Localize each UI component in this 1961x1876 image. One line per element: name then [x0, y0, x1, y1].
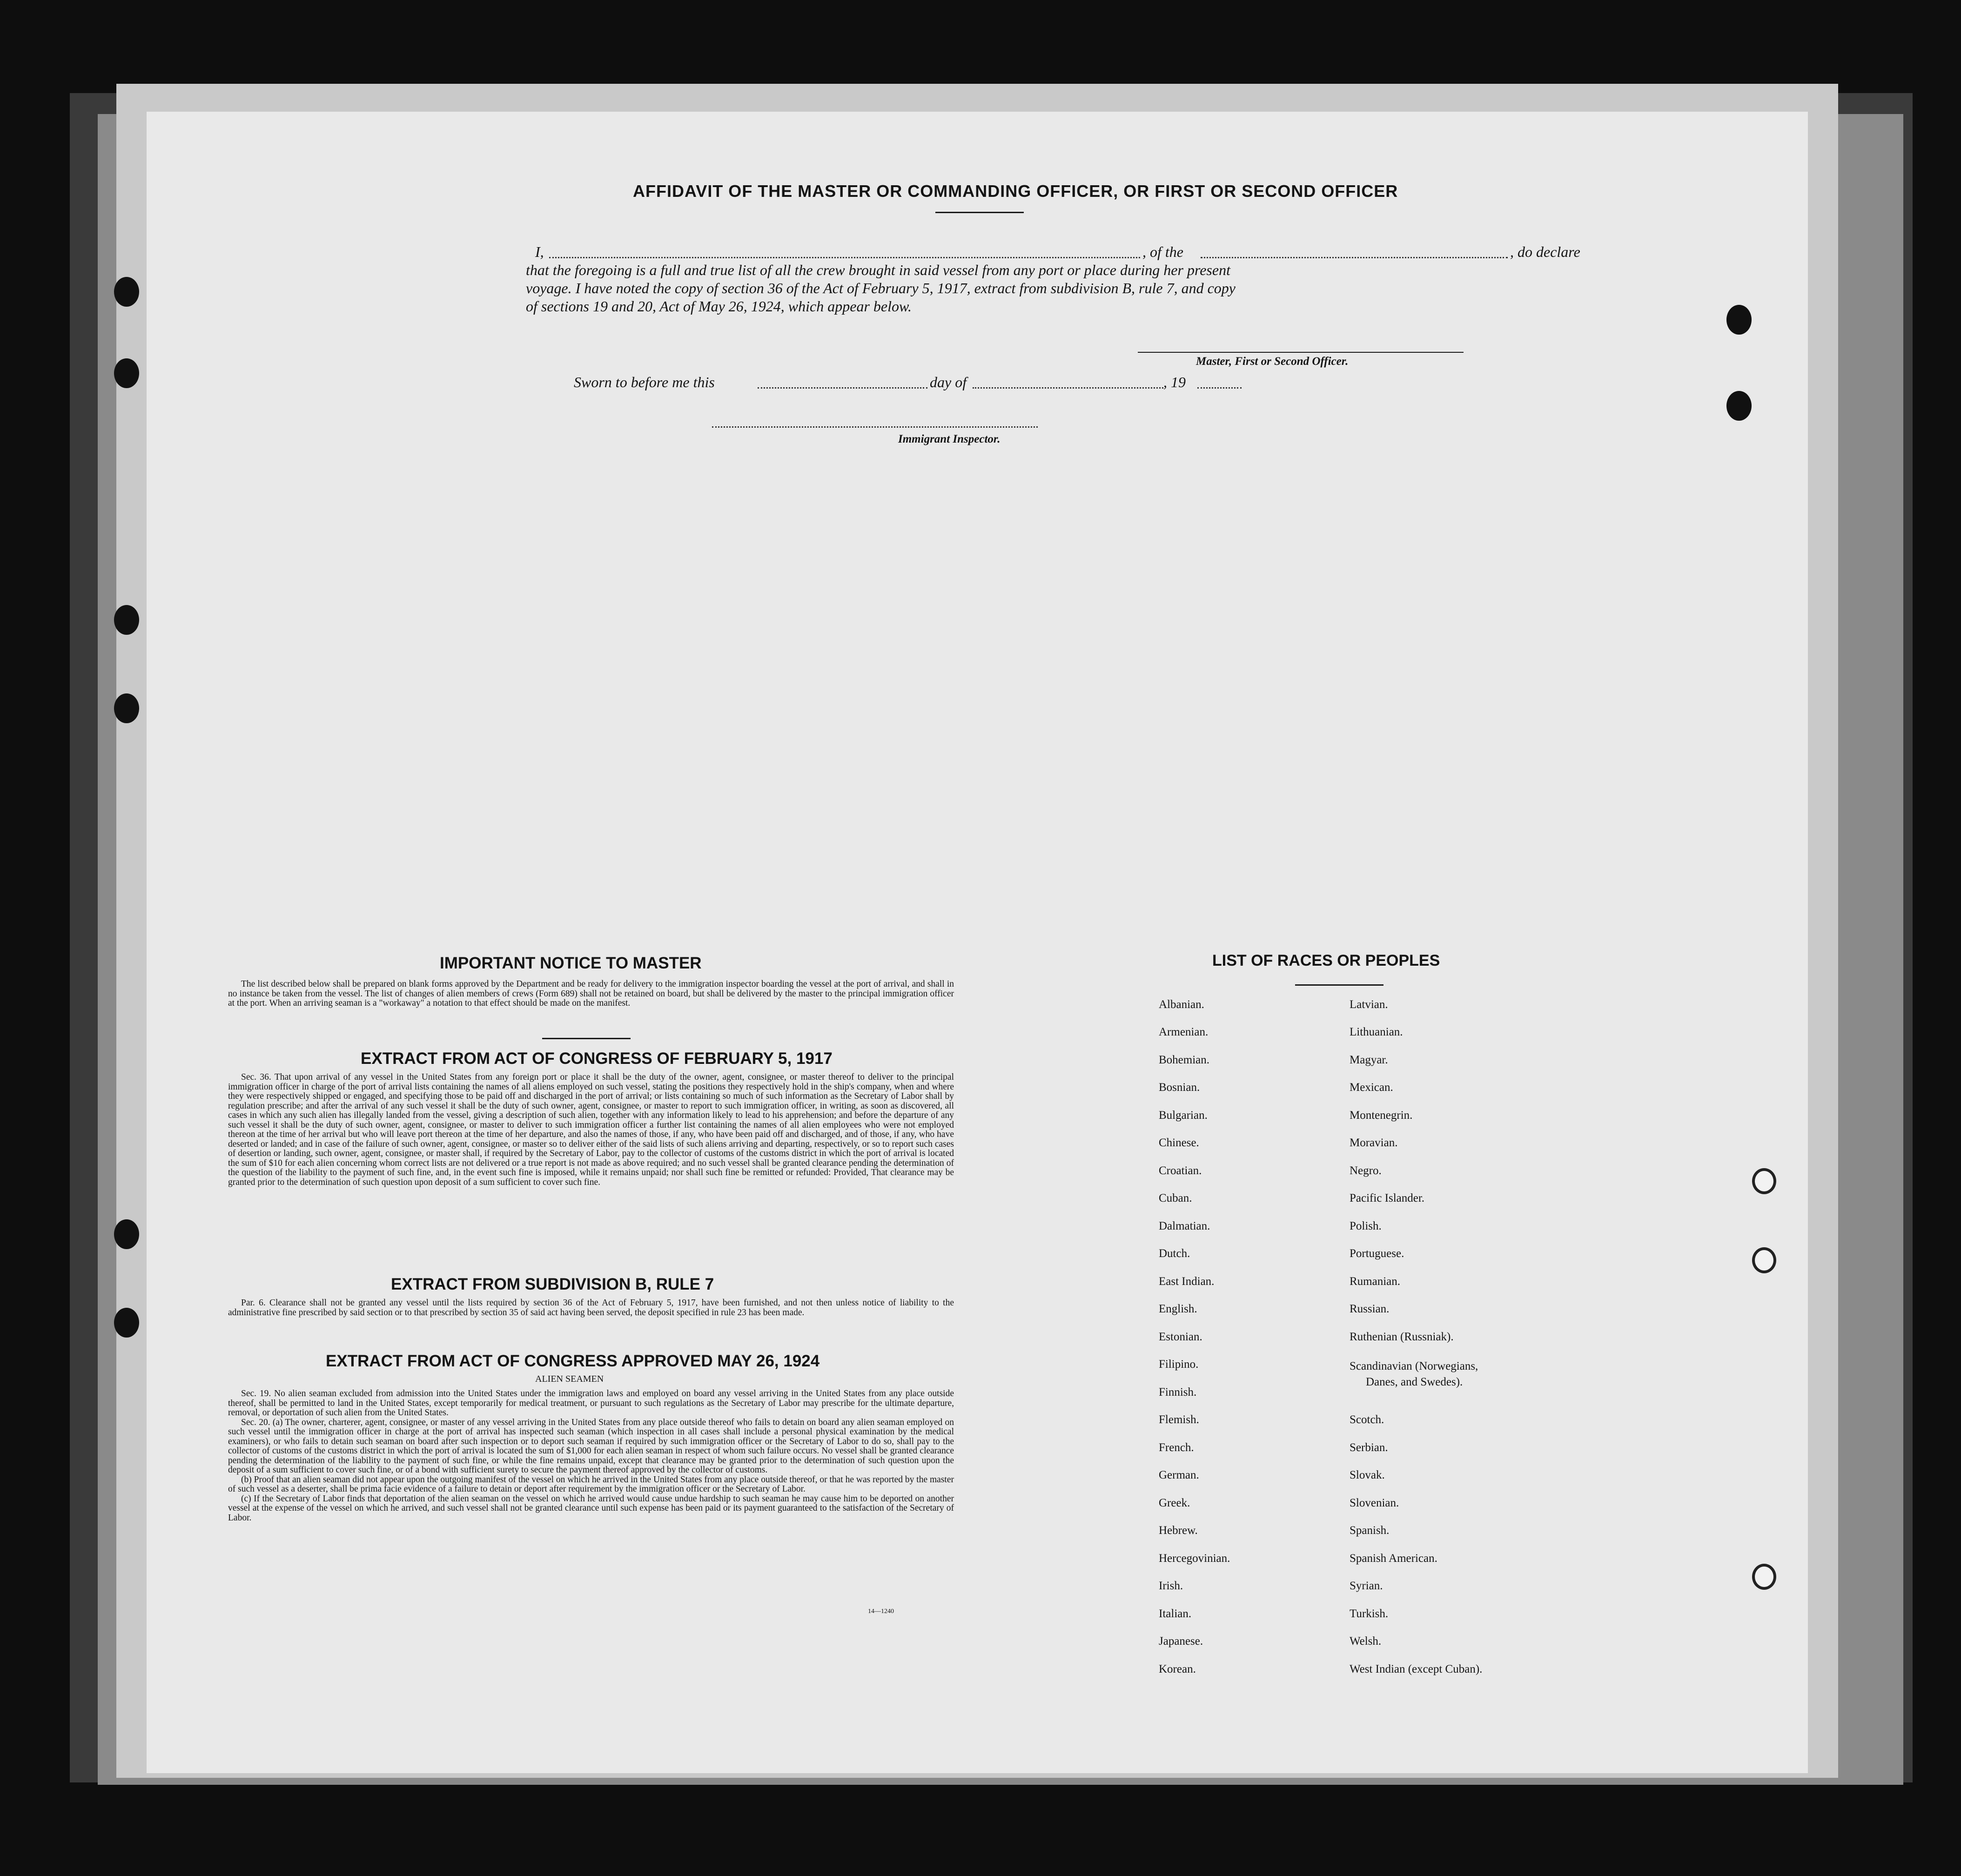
race-item: Greek. — [1159, 1497, 1190, 1509]
race-item: Welsh. — [1350, 1635, 1382, 1647]
race-item: Armenian. — [1159, 1026, 1209, 1038]
rule-7-text — [228, 1298, 954, 1318]
race-item: Syrian. — [1350, 1580, 1383, 1592]
race-item: Polish. — [1350, 1220, 1382, 1232]
document-page — [147, 112, 1808, 1773]
binder-hole — [1726, 305, 1752, 335]
race-item: Dalmatian. — [1159, 1220, 1210, 1232]
races-rule — [1295, 984, 1383, 986]
master-label: Master, First or Second Officer. — [1196, 355, 1349, 368]
affidavit-line: that the foregoing is a full and true list of all the crew brought in said vessel from any port or place during her present — [526, 262, 1230, 278]
binder-hole — [1752, 1168, 1776, 1194]
race-item: Slovak. — [1350, 1469, 1385, 1481]
binder-hole — [1752, 1564, 1776, 1590]
notice-paragraph: The list described below shall be prepared on blank forms approved by the Department and be ready for delivery to the immigration inspector boarding the vessel at the port of arrival, and shall in no instance be taken from the vessel. The list of changes of alien members of crews (Form 689) shall not be retained on board, but shall be delivered by the master to the principal immigration officer at the port. When an arriving seaman is a "workaway" a notation to that effect should be made on the manifest. — [228, 979, 954, 1008]
binder-hole — [114, 1308, 139, 1338]
rule-7-title: EXTRACT FROM SUBDIVISION B, RULE 7 — [391, 1275, 714, 1293]
race-item: Chinese. — [1159, 1136, 1199, 1149]
extract-1917-title: EXTRACT FROM ACT OF CONGRESS OF FEBRUARY 5, 1917 — [361, 1049, 833, 1068]
notice-text — [228, 980, 954, 1009]
race-item: Hercegovinian. — [1159, 1552, 1230, 1565]
inspector-label: Immigrant Inspector. — [898, 433, 1001, 445]
binder-hole — [114, 693, 139, 723]
race-item: Finnish. — [1159, 1386, 1197, 1399]
binder-hole — [114, 277, 139, 307]
race-item: Ruthenian (Russniak). — [1350, 1331, 1454, 1343]
race-item: Flemish. — [1159, 1413, 1199, 1426]
binder-hole — [114, 605, 139, 635]
binder-hole — [1752, 1247, 1776, 1273]
extract-1924-text — [228, 1389, 954, 1523]
section-36-paragraph: Sec. 36. That upon arrival of any vessel in the United States from any foreign port or place it shall be the duty of the owner, agent, consignee, or master thereof to deliver to the principal immigration officer in charge of the port of arrival lists containing the names of all aliens employed on such vessel, stating the positions they respectively hold in the ship's company, when and where they were respectively shipped or engaged, and specifying those to be paid off and discharged in the port of arrival; or lists containing so much of such information as the Secretary of Labor shall by regulation prescribe; and after the arrival of any such vessel it shall be the duty of such owner, agent, consignee, or master to report to such immigration officer, in writing, as soon as discovered, all cases in which any such alien has illegally landed from the vessel, giving a description of such alien, together with any information likely to lead to his apprehension; and before the departure of any such vessel it shall be the duty of such owner, agent, consignee, or master to deliver to such immigration officer a further list containing the names of all alien employees who were not employed thereon at the time of her arrival but who will leave port thereon at the time of her departure, and also the names of those, if any, who have been paid off and discharged, and of those, if any, who have deserted or landed; and in case of the failure of such owner, agent, consignee, or master so to deliver either of the said lists of such aliens arriving and departing, respectively, or so to report such cases of desertion or landing, such owner, agent, consignee, or master shall, if required by the Secretary of Labor, pay to the collector of customs of the customs district in which the port of arrival is located the sum of $10 for each alien concerning whom correct lists are not delivered or a true report is not made as above required; and no such vessel shall be granted clearance pending the determination of the question of the liability to the payment of such fine, and, in the event such fine is imposed, while it remains unpaid; nor shall such fine be remitted or refunded: Provided, That clearance may be granted prior to the determination of such question upon deposit of a sum sufficient to cover such fine. — [228, 1072, 954, 1187]
race-item: East Indian. — [1159, 1275, 1215, 1288]
inspector-line — [712, 426, 1038, 428]
race-item: Albanian. — [1159, 998, 1204, 1011]
affidavit-of-the: , of the — [1142, 243, 1183, 260]
race-item: Portuguese. — [1350, 1247, 1404, 1260]
binder-hole — [114, 358, 139, 388]
alien-seamen-subtitle: ALIEN SEAMEN — [535, 1374, 604, 1384]
race-item: French. — [1159, 1441, 1194, 1454]
race-item: Negro. — [1350, 1164, 1382, 1177]
form-number: 14—1240 — [868, 1608, 894, 1615]
race-item: Turkish. — [1350, 1607, 1389, 1620]
race-item: Magyar. — [1350, 1054, 1388, 1066]
affidavit-line: of sections 19 and 20, Act of May 26, 1924, which appear below. — [526, 298, 912, 315]
binder-hole — [114, 1219, 139, 1249]
race-item: Croatian. — [1159, 1164, 1202, 1177]
par-6-paragraph: Par. 6. Clearance shall not be granted any vessel until the lists required by section 36 of the Act of February 5, 1917, have been furnished, and not then unless notice of liability to the administrative fine prescribed by said section or to that prescribed by section 35 of said act having been served, the deposit specified in rule 23 has been made. — [228, 1298, 954, 1318]
section-20c-paragraph: (c) If the Secretary of Labor finds that deportation of the alien seaman on the vessel on which he arrived would cause undue hardship to such seaman he may cause him to be deported on another vessel at the expense of the vessel on which he arrived, and such vessel shall not be granted clearance until such expense has been paid or its payment guaranteed to the satisfaction of the Secretary of Labor. — [228, 1493, 954, 1523]
binder-hole — [1726, 391, 1752, 421]
section-rule — [542, 1038, 631, 1039]
notice-title: IMPORTANT NOTICE TO MASTER — [440, 954, 702, 972]
year-blank — [1197, 387, 1242, 389]
race-item: Rumanian. — [1350, 1275, 1401, 1288]
race-item: Scandinavian (Norwegians, — [1350, 1360, 1478, 1372]
section-20-paragraph: Sec. 20. (a) The owner, charterer, agent, consignee, or master of any vessel arriving in the United States from any place outside thereof who fails to detain on board any alien seaman employed on such vessel until the immigration officer in charge at the port of arrival has inspected such seaman (which inspection in all cases shall include a personal physical examination by the medical examiners), or who fails to detain such seaman on board after such inspection or to deport such seaman if required by such immigration officer or the Secretary of Labor to do so, shall pay to the collector of customs of the customs district in which the port of arrival is located the sum of $1,000 for each alien seaman in respect of whom such failure occurs. No vessel shall be granted clearance pending the determination of the liability to the payment of such fine, or while the fine remains unpaid, except that clearance may be granted prior to the determination of such question upon the deposit of a sum sufficient to cover such fine, or of a bond with sufficient surety to secure the payment thereof approved by the collector of customs. — [228, 1417, 954, 1475]
race-item: English. — [1159, 1303, 1197, 1315]
race-item: Hebrew. — [1159, 1524, 1198, 1537]
race-item: Spanish American. — [1350, 1552, 1437, 1565]
race-item: Slovenian. — [1350, 1497, 1399, 1509]
race-item: Mexican. — [1350, 1081, 1393, 1094]
race-item: Serbian. — [1350, 1441, 1388, 1454]
race-item: Lithuanian. — [1350, 1026, 1403, 1038]
race-item: German. — [1159, 1469, 1199, 1481]
affidavit-declare: , do declare — [1510, 243, 1580, 260]
race-item: Pacific Islander. — [1350, 1192, 1425, 1204]
race-item: Filipino. — [1159, 1358, 1199, 1371]
affidavit-i: I, — [535, 243, 544, 260]
day-blank — [758, 387, 927, 389]
race-item: Italian. — [1159, 1607, 1192, 1620]
race-item: Irish. — [1159, 1580, 1183, 1592]
day-label: day of — [930, 374, 967, 390]
affidavit-line: voyage. I have noted the copy of section 36 of the Act of February 5, 1917, extract from subdivision B, rule 7, and copy — [526, 280, 1236, 296]
sworn-label: Sworn to before me this — [574, 374, 715, 390]
race-item: Bohemian. — [1159, 1054, 1210, 1066]
extract-1917-text — [228, 1073, 954, 1187]
race-item: Estonian. — [1159, 1331, 1202, 1343]
race-item: Russian. — [1350, 1303, 1390, 1315]
title-rule — [935, 212, 1024, 213]
extract-1924-title: EXTRACT FROM ACT OF CONGRESS APPROVED MAY 26, 1924 — [326, 1352, 820, 1370]
race-item: Dutch. — [1159, 1247, 1190, 1260]
section-19-paragraph: Sec. 19. No alien seaman excluded from admission into the United States under the immigration laws and employed on board any vessel arriving in the United States from any place outside thereof, shall be permitted to land in the United States, except temporarily for medical treatment, or pursuant to such regulations as the Secretary of Labor may prescribe for the ultimate departure, removal, or deportation of such alien from the United States. — [228, 1389, 954, 1418]
vessel-blank — [1201, 257, 1508, 258]
race-item: West Indian (except Cuban). — [1350, 1663, 1483, 1675]
race-item: Scotch. — [1350, 1413, 1384, 1426]
race-item: Bosnian. — [1159, 1081, 1200, 1094]
race-item: Cuban. — [1159, 1192, 1192, 1204]
section-20b-paragraph: (b) Proof that an alien seaman did not appear upon the outgoing manifest of the vessel on which he arrived in the United States from any place outside thereof, or that he was reported by the master of such vessel as a deserter, shall be prima facie evidence of a failure to detain or deport after requirement by the immigration officer or the Secretary of Labor. — [228, 1474, 954, 1494]
race-item: Danes, and Swedes). — [1366, 1376, 1463, 1388]
name-blank — [549, 257, 1140, 258]
race-item: Montenegrin. — [1350, 1109, 1413, 1122]
race-item: Bulgarian. — [1159, 1109, 1208, 1122]
race-item: Latvian. — [1350, 998, 1388, 1011]
year-label: , 19 — [1163, 374, 1186, 390]
race-item: Moravian. — [1350, 1136, 1398, 1149]
races-title: LIST OF RACES OR PEOPLES — [1212, 952, 1440, 969]
race-item: Korean. — [1159, 1663, 1196, 1675]
affidavit-title: AFFIDAVIT OF THE MASTER OR COMMANDING OFFICER, OR FIRST OR SECOND OFFICER — [633, 182, 1398, 201]
race-item: Japanese. — [1159, 1635, 1203, 1647]
signature-line — [1138, 352, 1464, 353]
race-item: Spanish. — [1350, 1524, 1390, 1537]
month-blank — [973, 387, 1163, 389]
